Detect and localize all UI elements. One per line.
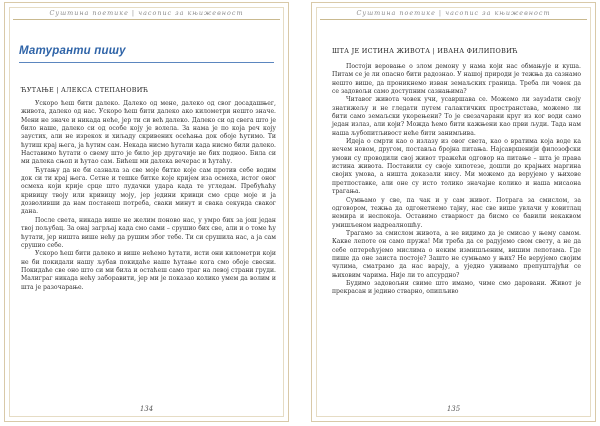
article-author: ЋУТАЊЕ | АЛЕКСА СТЕПАНОВИЋ [21,86,149,94]
header-divider [13,19,280,20]
paragraph: Трагамо за смислом живота, а не видимо да је смисао у њему самом. Какве лепоте он само пружа! Ми треба да се радујемо свом свету, а не да себе оптерећујемо мислима о неким измишљеним, вишим лепотама. Где пише да оне заиста постоје? Зашто не сумњамо у њих? Не верујемо својим чулима, сматрамо да нас варају, а уједно уживамо препуштајући се њиховим чарима. Није ли то апсурдно? [332,229,581,279]
paragraph: После света, никада више не желим поново нас, у умро бих за још један твој пољубац. За онај загрљај када смо сами – срушио бих све, али и о томе ћу ћутати, јер ништа више нећу да рушим због тебе. Ти си срушила нас, а ја сам срушио себе. [21,216,276,249]
header-divider [320,19,587,20]
right-page [311,2,596,422]
paragraph: Ускоро ћеш бити далеко и више нећемо ћутати, исти они километри који не би покидали нашу љубав покидаће наше ћутање кога смо обоје свесни. Покидаће све оно што си ми била и остаћеш само траг на левој страни груди. Малиграг никада нећу заборавити, јер ми је показао колико умем да волим и шта је разочарање. [21,250,276,291]
paragraph: Читавог живота човек учи, усавршава се. Можемо ли заузdати своју знатижељу и не гледати путем галактичких пространстава, можемо ли бити само земаљски укорењени? То је свезачарани круг из ког води само један излаз, али који? Можда ћемо бити кажњени као први људи. Тада нам наша љубопитљивост неће бити занимљива. [332,96,581,137]
article-body [332,63,581,297]
left-page [4,2,289,422]
page-number: 135 [446,405,461,413]
article-author: ШТА ЈЕ ИСТИНА ЖИВОТА | ИВАНА ФИЛИПОВИЋ [332,47,518,55]
paragraph: Постоји веровање о злом демону у нама који нас обмањује и куша. Питам се је ли опасно бити радознао. У нашој природи је тежња да сазнамо нешто више, да проникнемо изван земаљских граница. Треба ли човек да се задовољи само доступним сазнањима? [332,63,581,96]
paragraph: Идеја о смрти као о излазу из овог света, као о вратима која воде ка нечем новом, другом, поставља бројна питања. Најсавршенији филозофски умови су проводили свој живот тражећи одговор на питање – шта је права истина живота. Поставили су своје хипотезе, дошли до крајњих маргина својих умова, а ништа доказали нису. Ми можемо да верујемо у њихове претпоставке, али оне су исто толико значајне колико и наша мисаона трагања. [332,138,581,196]
paragraph: Будимо задовољни свиме што имамо, чиме смо даровани. Живот је прекрасан и једино стварно, опипљиво [332,279,581,296]
section-title: Матуранти пишу [19,45,126,57]
running-header: Суштина поетике | часопис за књижевност [356,9,551,17]
section-divider [19,62,274,63]
paragraph: Сумњамо у све, па чак и у сам живот. Потрага за смислом, за одговором, тежња да одгонетнемо тајну, нас све више увлачи у ковитлац немира и неспокоја. Оставимо стварност да бисмо се бавили некаквом умишљеном надреалношћу. [332,196,581,229]
article-body [21,100,276,292]
paragraph: Ускоро ћеш бити далеко. Далеко од мене, далеко од свог досадашњег, живота, далеко од нас. Ускоро ћеш бити далеко ако километри нешто значе. Мени не значе и никада неће, јер ти си већ далеко. Далеко си од свега што је било наше, далеко си од особе коју је волела. За нама је по која реч коју заустих, али не изрекох и хиљаду скривених осећања док обоје ћутимо. Ти ћутиш крај њега, ја ћутим сам. Некада нисмо ћутали када нисмо били далеко. Наставимо ћутати о свему што је било јер другачије не бих подноо. Била си ми далека сњоп и ћутао сам. Бићеш ми далека вечерас и ћутаћу. [21,100,276,166]
paragraph: Ћутању да не би сазнала за све моје битке које сам против себе водим док си ти крај њега. Сетне и тешке битке које кријем иза осмеха, истог оног осмеха који криjе срце што лудачки удара када те угледам. Пребућаћу кривицу твоју или кривицу моју, јер једини кривци смо срце моје и ја дозволивши да нам постанеш потреба, сваки минут и свака секунда сваког дана. [21,166,276,216]
page-number: 134 [139,405,154,413]
running-header: Суштина поетике | часопис за књижевност [49,9,244,17]
